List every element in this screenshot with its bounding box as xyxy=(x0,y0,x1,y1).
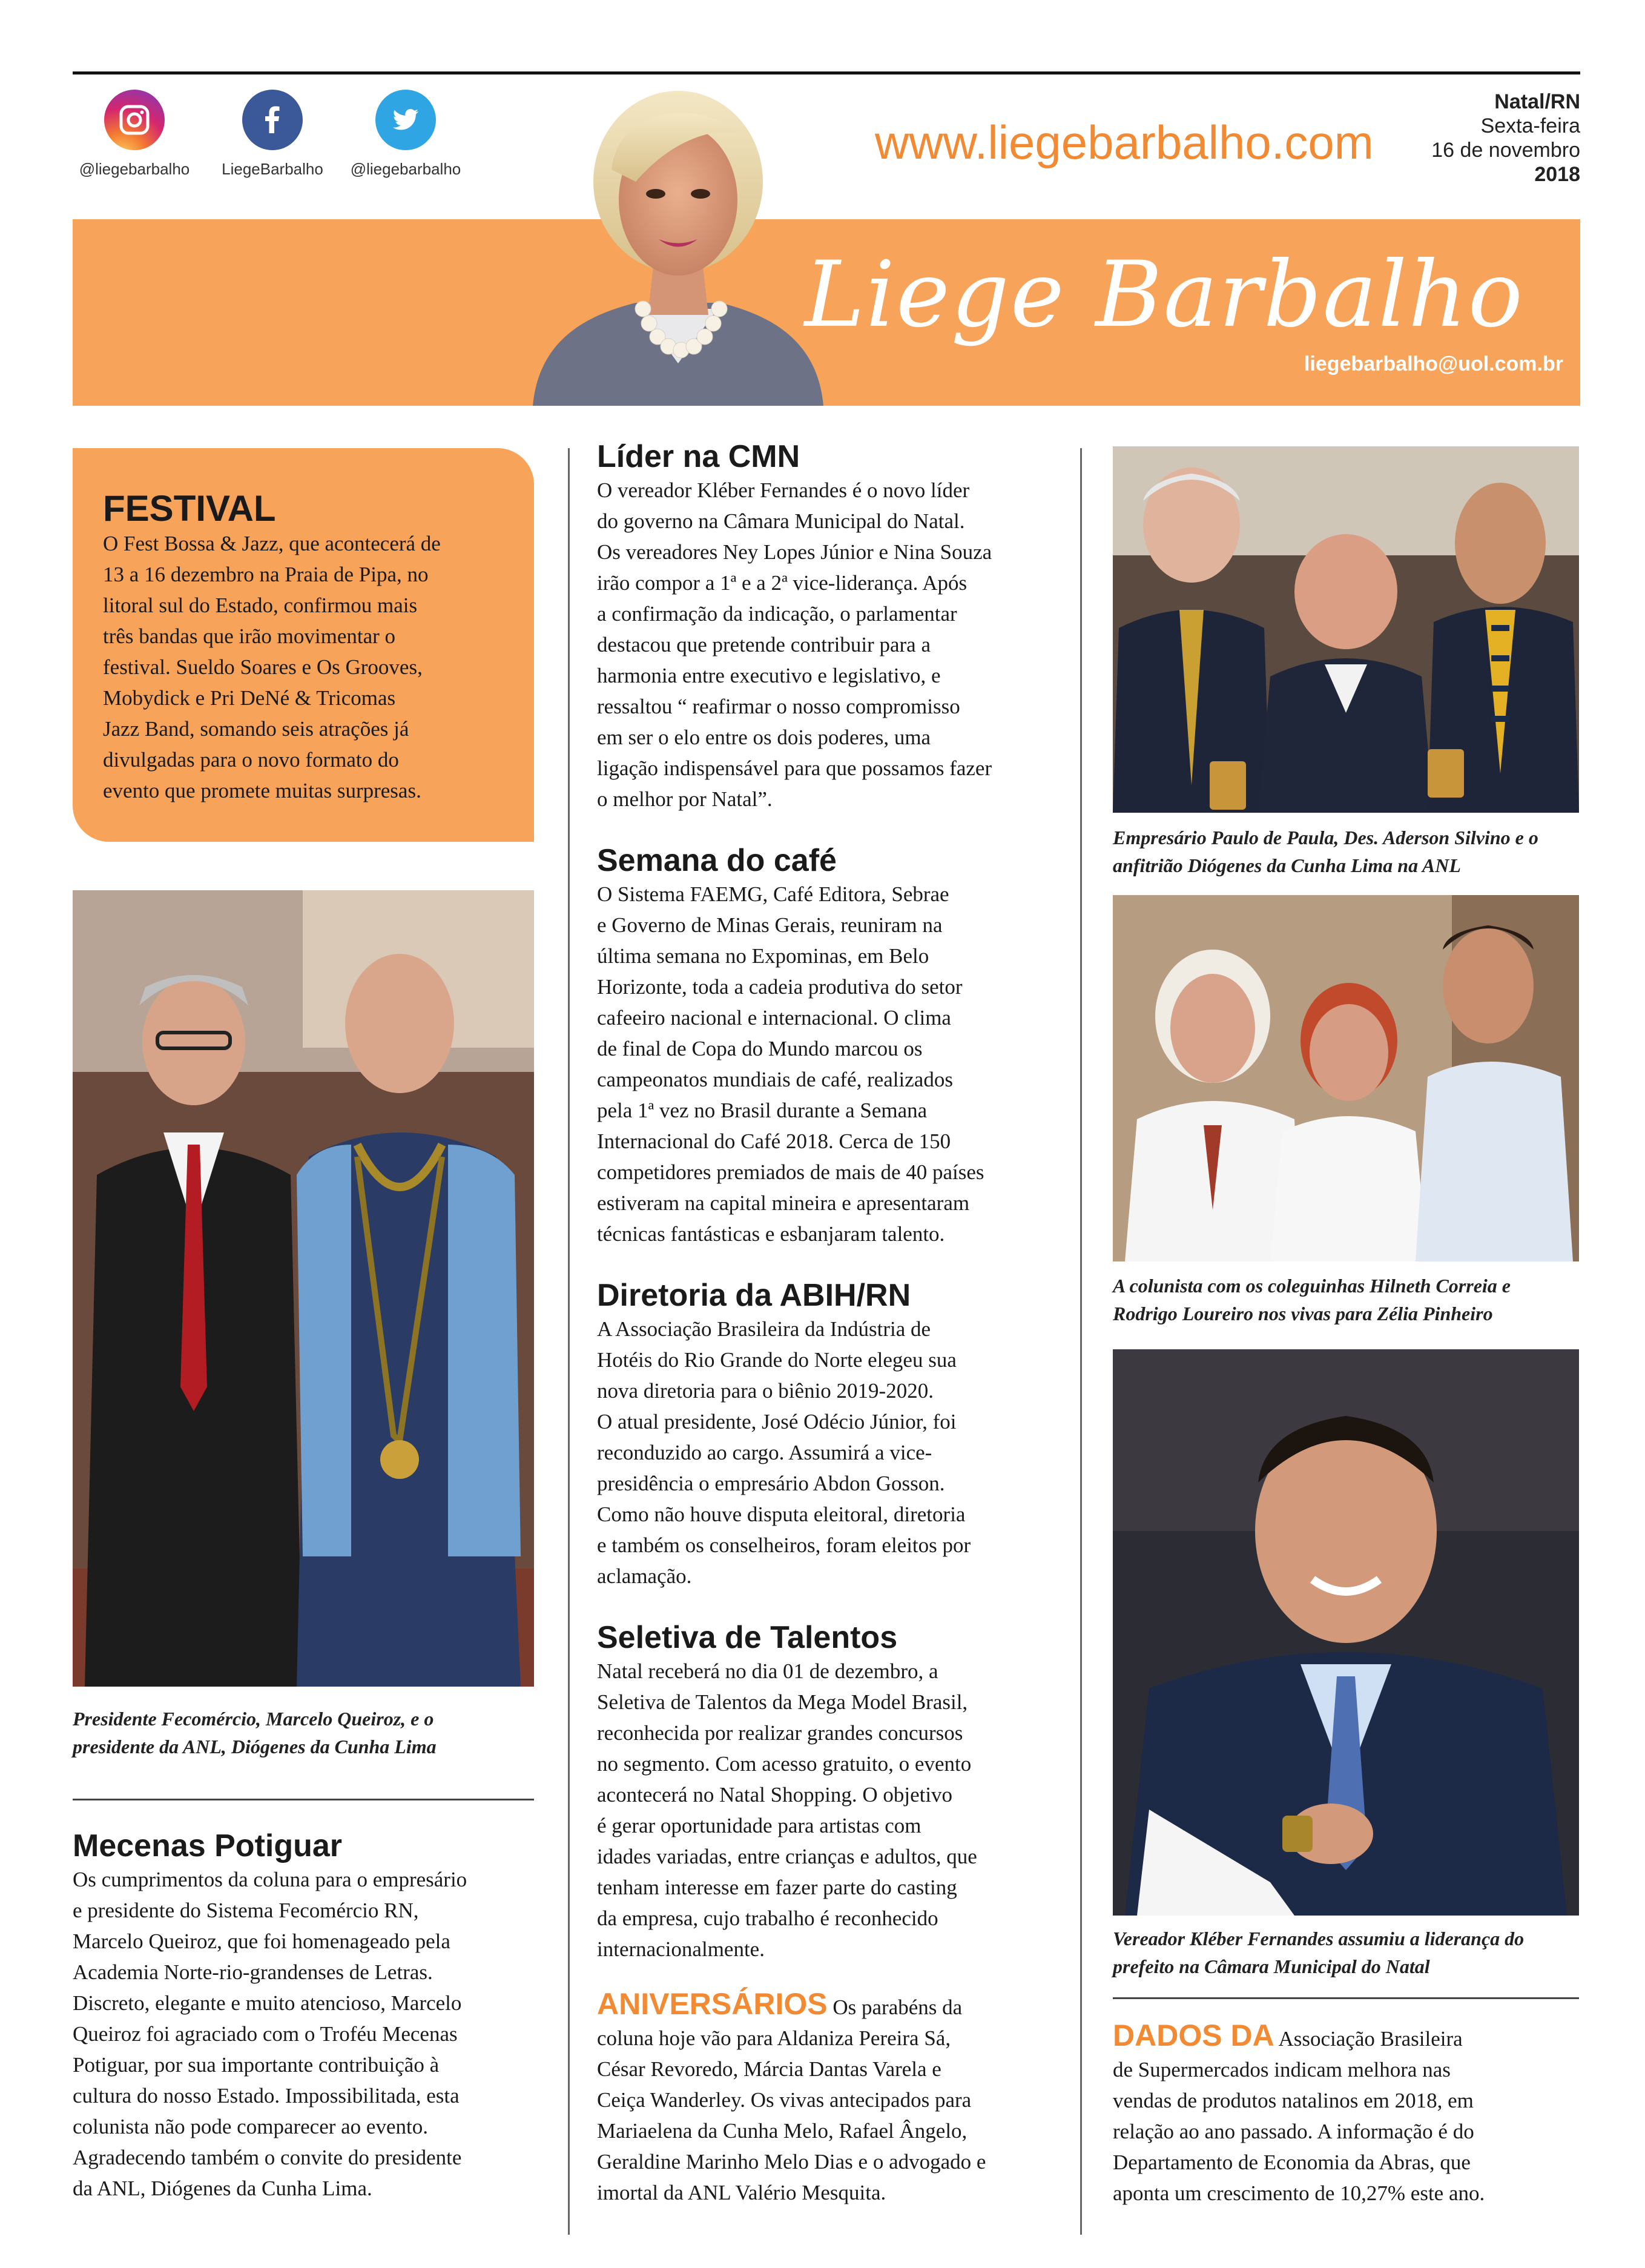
text-line: presidência o empresário Abdon Gosson. xyxy=(597,1472,945,1495)
twitter-handle: @liegebarbalho xyxy=(350,160,461,178)
abih-text xyxy=(597,1314,1075,1592)
text-line: de Supermercados indicam melhora nas xyxy=(1113,2058,1451,2081)
text-line: pela 1ª vez no Brasil durante a Semana xyxy=(597,1099,928,1122)
text-line: reconduzido ao cargo. Assumirá a vice- xyxy=(597,1441,932,1464)
text-line: a confirmação da indicação, o parlamentar xyxy=(597,602,957,626)
text-line: cultura do nosso Estado. Impossibilitada, esta xyxy=(73,2084,460,2108)
date-label: 16 de novembro xyxy=(1431,139,1580,162)
aniversarios-section xyxy=(597,1989,1075,2208)
caption-line: prefeito na Câmara Municipal do Natal xyxy=(1113,1956,1430,1977)
text-line: Ceiça Wanderley. Os vivas antecipados para xyxy=(597,2088,972,2112)
instagram-handle: @liegebarbalho xyxy=(79,160,190,178)
text-line: nova diretoria para o biênio 2019-2020. xyxy=(597,1379,934,1403)
text-line: harmonia entre executivo e legislativo, e xyxy=(597,664,941,687)
seletiva-section xyxy=(597,1619,1075,1965)
text-line: Os vereadores Ney Lopes Júnior e Nina Souza xyxy=(597,540,992,564)
text-line: Associação Brasileira xyxy=(1274,2027,1463,2051)
text-line: o melhor por Natal”. xyxy=(597,787,773,811)
column-divider-left xyxy=(568,448,570,2235)
text-line: em ser o elo entre os dois poderes, uma xyxy=(597,726,931,749)
caption-line: Rodrigo Loureiro nos vivas para Zélia Pinheiro xyxy=(1113,1303,1493,1324)
abih-section xyxy=(597,1277,1075,1592)
seletiva-heading: Seletiva de Talentos xyxy=(597,1620,898,1655)
photo-queiroz-diogenes xyxy=(73,890,534,1687)
city-label: Natal/RN xyxy=(1494,90,1580,113)
photo-anl-trio xyxy=(1113,446,1579,813)
text-line: Natal receberá no dia 01 de dezembro, a xyxy=(597,1659,938,1683)
text-line: Seletiva de Talentos da Mega Model Brasil, xyxy=(597,1690,968,1714)
caption-line: A colunista com os coleguinhas Hilneth Correia e xyxy=(1113,1275,1511,1297)
text-line: Discreto, elegante e muito atencioso, Marcelo xyxy=(73,1991,462,2015)
text-line: festival. Sueldo Soares e Os Grooves, xyxy=(103,655,423,679)
abih-heading: Diretoria da ABIH/RN xyxy=(597,1278,911,1313)
contact-email[interactable]: liegebarbalho@uol.com.br xyxy=(1304,352,1563,375)
text-line: competidores premiados de mais de 40 países xyxy=(597,1160,984,1184)
text-line: imortal da ANL Valério Mesquita. xyxy=(597,2181,886,2204)
text-line: Mariaelena da Cunha Melo, Rafael Ângelo, xyxy=(597,2119,968,2143)
text-line: litoral sul do Estado, confirmou mais xyxy=(103,593,418,617)
cafe-section xyxy=(597,842,1075,1249)
text-line: A Associação Brasileira da Indústria de xyxy=(597,1317,931,1341)
lider-text xyxy=(597,475,1075,815)
text-line: 13 a 16 dezembro na Praia de Pipa, no xyxy=(103,563,429,586)
text-line: do governo na Câmara Municipal do Natal. xyxy=(597,509,965,533)
columnist-portrait xyxy=(515,79,842,406)
text-line: relação ao ano passado. A informação é do xyxy=(1113,2120,1474,2143)
text-line: destacou que pretende contribuir para a xyxy=(597,633,931,656)
text-line: reconhecida por realizar grandes concursos xyxy=(597,1721,963,1745)
dados-first-line xyxy=(1113,2020,1597,2054)
text-line: Marcelo Queiroz, que foi homenageado pela xyxy=(73,1929,450,1953)
text-line: campeonatos mundiais de café, realizados xyxy=(597,1068,953,1091)
text-line: internacionalmente. xyxy=(597,1937,765,1961)
instagram-icon[interactable] xyxy=(104,90,165,150)
cafe-heading: Semana do café xyxy=(597,843,837,878)
lider-heading: Líder na CMN xyxy=(597,439,800,474)
dados-text xyxy=(1113,2020,1597,2209)
site-url[interactable]: www.liegebarbalho.com xyxy=(875,116,1374,169)
text-line: Potiguar, por sua importante contribuição à xyxy=(73,2053,440,2077)
text-line: O Sistema FAEMG, Café Editora, Sebrae xyxy=(597,882,949,906)
text-line: coluna hoje vão para Aldaniza Pereira Sá, xyxy=(597,2026,951,2050)
text-line: Jazz Band, somando seis atrações já xyxy=(103,717,409,741)
text-line: evento que promete muitas surpresas. xyxy=(103,779,421,802)
text-line: Agradecendo também o convite do presidente xyxy=(73,2146,462,2169)
text-line: O vereador Kléber Fernandes é o novo líder xyxy=(597,478,970,502)
text-line: e presidente do Sistema Fecomércio RN, xyxy=(73,1899,419,1922)
text-line: Internacional do Café 2018. Cerca de 150 xyxy=(597,1129,951,1153)
section-divider xyxy=(73,1799,534,1800)
text-line: cafeeiro nacional e internacional. O clima xyxy=(597,1006,951,1030)
text-line: Departamento de Economia da Abras, que xyxy=(1113,2151,1471,2174)
text-line: colunista não pode comparecer ao evento. xyxy=(73,2115,428,2138)
year-label: 2018 xyxy=(1534,163,1580,186)
mecenas-text xyxy=(73,1864,551,2204)
text-line: Como não houve disputa eleitoral, diretoria xyxy=(597,1503,966,1526)
aniversarios-lead: ANIVERSÁRIOS xyxy=(597,1987,828,2021)
text-line: Academia Norte-rio-grandenses de Letras. xyxy=(73,1960,433,1984)
caption-line: Vereador Kléber Fernandes assumiu a liderança do xyxy=(1113,1928,1525,1949)
text-line: de final de Copa do Mundo marcou os xyxy=(597,1037,923,1060)
text-line: da ANL, Diógenes da Cunha Lima. xyxy=(73,2177,372,2200)
lider-section xyxy=(597,438,1075,815)
aniversarios-first-line xyxy=(597,1989,1075,2023)
text-line: tenham interesse em fazer parte do casting xyxy=(597,1876,957,1899)
column-title: Liege Barbalho xyxy=(804,242,1524,348)
text-line: divulgadas para o novo formato do xyxy=(103,748,399,772)
text-line: e Governo de Minas Gerais, reuniram na xyxy=(597,913,943,937)
text-line: vendas de produtos natalinos em 2018, em xyxy=(1113,2089,1474,2112)
text-line: aponta um crescimento de 10,27% este ano. xyxy=(1113,2181,1485,2205)
text-line: O atual presidente, José Odécio Júnior, foi xyxy=(597,1410,957,1433)
text-line: é gerar oportunidade para artistas com xyxy=(597,1814,921,1837)
caption-anl-trio xyxy=(1113,824,1591,879)
caption-queiroz-diogenes xyxy=(73,1705,545,1761)
cafe-text xyxy=(597,879,1075,1249)
photo-kleber-fernandes xyxy=(1113,1349,1579,1916)
caption-line: Presidente Fecomércio, Marcelo Queiroz, e o xyxy=(73,1708,434,1730)
facebook-icon[interactable] xyxy=(242,90,303,150)
text-line: estiveram na capital mineira e apresentaram xyxy=(597,1191,970,1215)
text-line: no segmento. Com acesso gratuito, o evento xyxy=(597,1752,972,1776)
aniversarios-text xyxy=(597,1989,1075,2208)
date-block xyxy=(1431,90,1580,187)
dados-lead: DADOS DA xyxy=(1113,2018,1274,2052)
facebook-handle: LiegeBarbalho xyxy=(222,160,323,178)
twitter-icon[interactable] xyxy=(375,90,436,150)
text-line: idades variadas, entre crianças e adultos, que xyxy=(597,1845,977,1868)
photo-colunista-coleguinhas xyxy=(1113,895,1579,1261)
festival-heading: FESTIVAL xyxy=(103,488,276,529)
column-divider-right xyxy=(1080,448,1082,2235)
text-line: Os cumprimentos da coluna para o empresário xyxy=(73,1868,467,1891)
text-line: da empresa, cujo trabalho é reconhecido xyxy=(597,1906,938,1930)
social-instagram[interactable] xyxy=(68,90,201,179)
text-line: Os parabéns da xyxy=(827,1995,963,2019)
caption-kleber-fernandes xyxy=(1113,1925,1591,1980)
mecenas-heading: Mecenas Potiguar xyxy=(73,1828,343,1863)
middle-column xyxy=(597,438,1075,2208)
text-line: última semana no Expominas, em Belo xyxy=(597,944,929,968)
mecenas-section xyxy=(73,1828,551,2204)
seletiva-text xyxy=(597,1656,1075,1965)
caption-line: anfitrião Diógenes da Cunha Lima na ANL xyxy=(1113,855,1461,876)
caption-colunista-coleguinhas xyxy=(1113,1272,1591,1327)
text-line: aclamação. xyxy=(597,1564,692,1588)
text-line: Hotéis do Rio Grande do Norte elegeu sua xyxy=(597,1348,957,1372)
text-line: técnicas fantásticas e esbanjaram talento. xyxy=(597,1222,945,1246)
section-divider xyxy=(1113,1997,1579,1999)
top-rule xyxy=(73,71,1580,74)
text-line: Queiroz foi agraciado com o Troféu Mecenas xyxy=(73,2022,458,2046)
festival-box xyxy=(73,448,534,842)
text-line: Geraldine Marinho Melo Dias e o advogado e xyxy=(597,2150,986,2174)
text-line: César Revoredo, Márcia Dantas Varela e xyxy=(597,2057,941,2081)
social-twitter[interactable] xyxy=(339,90,472,179)
text-line: e também os conselheiros, foram eleitos por xyxy=(597,1533,971,1557)
text-line: três bandas que irão movimentar o xyxy=(103,624,396,648)
text-line: Horizonte, toda a cadeia produtiva do setor xyxy=(597,975,963,999)
caption-line: Empresário Paulo de Paula, Des. Aderson Silvino e o xyxy=(1113,827,1538,848)
festival-text xyxy=(103,528,501,806)
caption-line: presidente da ANL, Diógenes da Cunha Lima xyxy=(73,1736,437,1757)
dados-section xyxy=(1113,2020,1597,2209)
text-line: acontecerá no Natal Shopping. O objetivo xyxy=(597,1783,953,1807)
text-line: ressaltou “ reafirmar o nosso compromisso xyxy=(597,695,960,718)
text-line: O Fest Bossa & Jazz, que acontecerá de xyxy=(103,532,441,555)
social-facebook[interactable] xyxy=(206,90,339,179)
weekday-label: Sexta-feira xyxy=(1480,114,1580,137)
text-line: Mobydick e Pri DeNé & Tricomas xyxy=(103,686,396,710)
text-line: ligação indispensável para que possamos fazer xyxy=(597,756,992,780)
text-line: irão compor a 1ª e a 2ª vice-liderança. Após xyxy=(597,571,968,595)
